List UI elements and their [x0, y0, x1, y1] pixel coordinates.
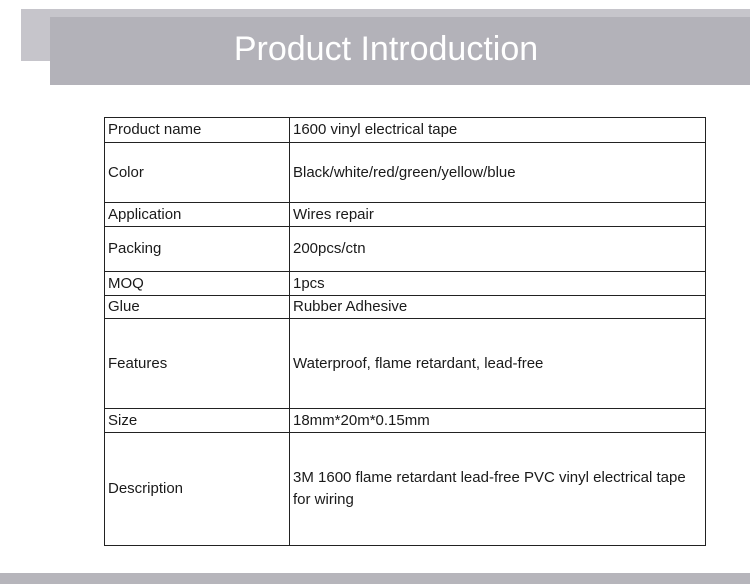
- spec-label: MOQ: [105, 272, 290, 296]
- table-row: [105, 203, 706, 227]
- table-row: [105, 433, 706, 546]
- spec-label: Application: [105, 203, 290, 227]
- table-row: [105, 143, 706, 203]
- page-title: Product Introduction: [233, 30, 539, 68]
- spec-value: 1pcs: [290, 272, 706, 296]
- spec-value: 1600 vinyl electrical tape: [290, 118, 706, 143]
- table-row: [105, 296, 706, 319]
- table-row: [105, 272, 706, 296]
- spec-value: Black/white/red/green/yellow/blue: [290, 143, 706, 203]
- spec-value: Rubber Adhesive: [290, 296, 706, 319]
- spec-label: Description: [105, 433, 290, 546]
- table-row: [105, 409, 706, 433]
- spec-value: 3M 1600 flame retardant lead-free PVC vinyl electrical tape for wiring: [290, 433, 706, 546]
- spec-value: Wires repair: [290, 203, 706, 227]
- spec-label: Size: [105, 409, 290, 433]
- spec-label: Product name: [105, 118, 290, 143]
- spec-value: 18mm*20m*0.15mm: [290, 409, 706, 433]
- table-row: [105, 227, 706, 272]
- product-spec-table: [104, 117, 706, 546]
- table-row: [105, 319, 706, 409]
- spec-value: Waterproof, flame retardant, lead-free: [290, 319, 706, 409]
- spec-label: Features: [105, 319, 290, 409]
- table-row: [105, 118, 706, 143]
- spec-label: Packing: [105, 227, 290, 272]
- spec-value: 200pcs/ctn: [290, 227, 706, 272]
- spec-label: Glue: [105, 296, 290, 319]
- spec-label: Color: [105, 143, 290, 203]
- footer-bar: [0, 573, 750, 584]
